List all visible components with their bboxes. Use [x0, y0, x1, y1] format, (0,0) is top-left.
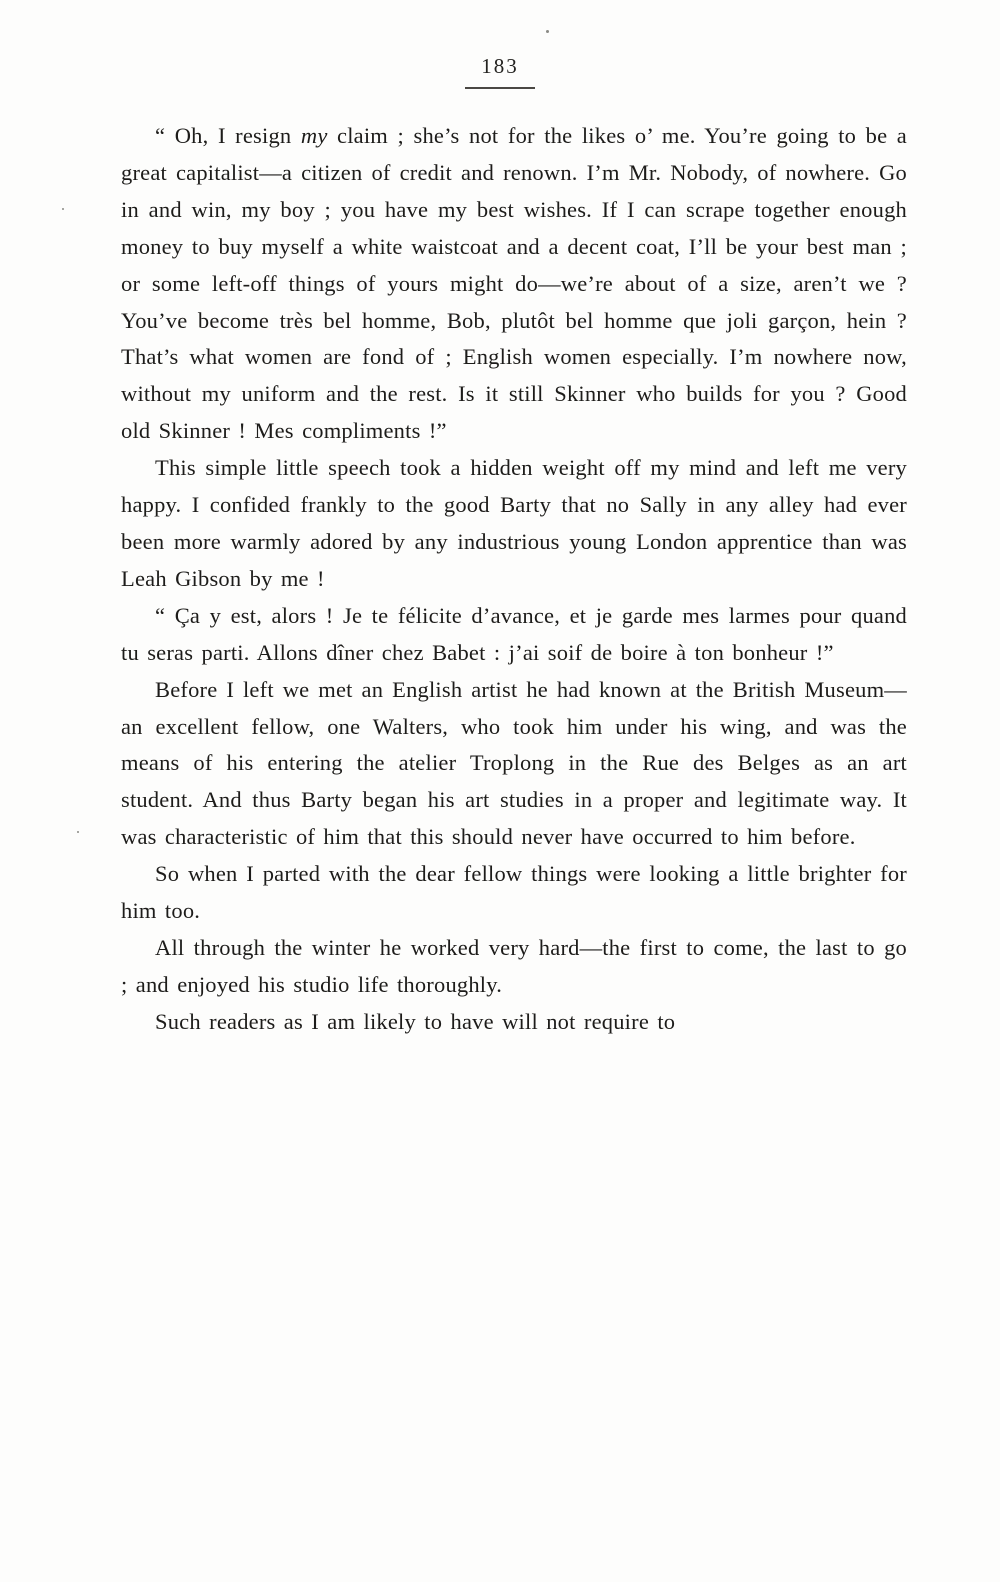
- paragraph-narration-5: Such readers as I am likely to have will not require to: [155, 1008, 676, 1034]
- page-number-rule: [465, 87, 535, 89]
- page-header: [0, 0, 1000, 89]
- body-text: [121, 118, 907, 1041]
- paragraph-narration-1: This simple little speech took a hidden weight off my mind and left me very happy. I confided frankly to the good Barty that no Sally in any alley had ever been more warmly adored by any industrious young London apprentice than was Leah Gibson by me !: [121, 455, 907, 591]
- paragraph-narration-2: Before I left we met an English artist he had known at the British Museum—an excellent fellow, one Walters, who took him under his wing, and was the means of his entering the atelier Troplong in the Rue des Belges as an art student. And thus Barty began his art studies in a proper and legitimate way. It was characteristic of him that this should never have occurred to him before.: [121, 676, 907, 850]
- paragraph-dialogue-2: “ Ça y est, alors ! Je te félicite d’avance, et je garde mes larmes pour quand tu seras parti. Allons dîner chez Babet : j’ai soif de boire à ton bonheur !”: [121, 602, 907, 665]
- paragraph-narration-4: All through the winter he worked very hard—the first to come, the last to go ; and enjoyed his studio life thoroughly.: [121, 934, 907, 997]
- scan-speck: [62, 208, 64, 210]
- italic-word: my: [300, 123, 328, 148]
- page-number: 183: [481, 54, 519, 78]
- paragraph-text: “ Oh, I resign: [155, 123, 301, 148]
- paragraph-text: claim ; she’s not for the likes o’ me. You’re going to be a great capitalist—a citizen of credit and renown. I’m Mr. Nobody, of nowhere. Go in and win, my boy ; you have my best wishes. If I can scrape together enough money to buy myself a white waistcoat and a decent coat, I’ll be your best man ; or some left-off things of yours might do—we’re about of a size, aren’t we ? You’ve become très bel homme, Bob, plutôt bel homme que joli garçon, hein ? That’s what women are fond of ; English women especially. I’m nowhere now, without my uniform and the rest. Is it still Skinner who builds for you ? Good old Skinner ! Mes compliments !”: [121, 123, 907, 444]
- paragraph-dialogue-1: [121, 118, 907, 450]
- scan-speck: [77, 831, 79, 833]
- paragraph-narration-3: So when I parted with the dear fellow things were looking a little brighter for him too.: [121, 861, 907, 924]
- scan-speck: [546, 30, 549, 33]
